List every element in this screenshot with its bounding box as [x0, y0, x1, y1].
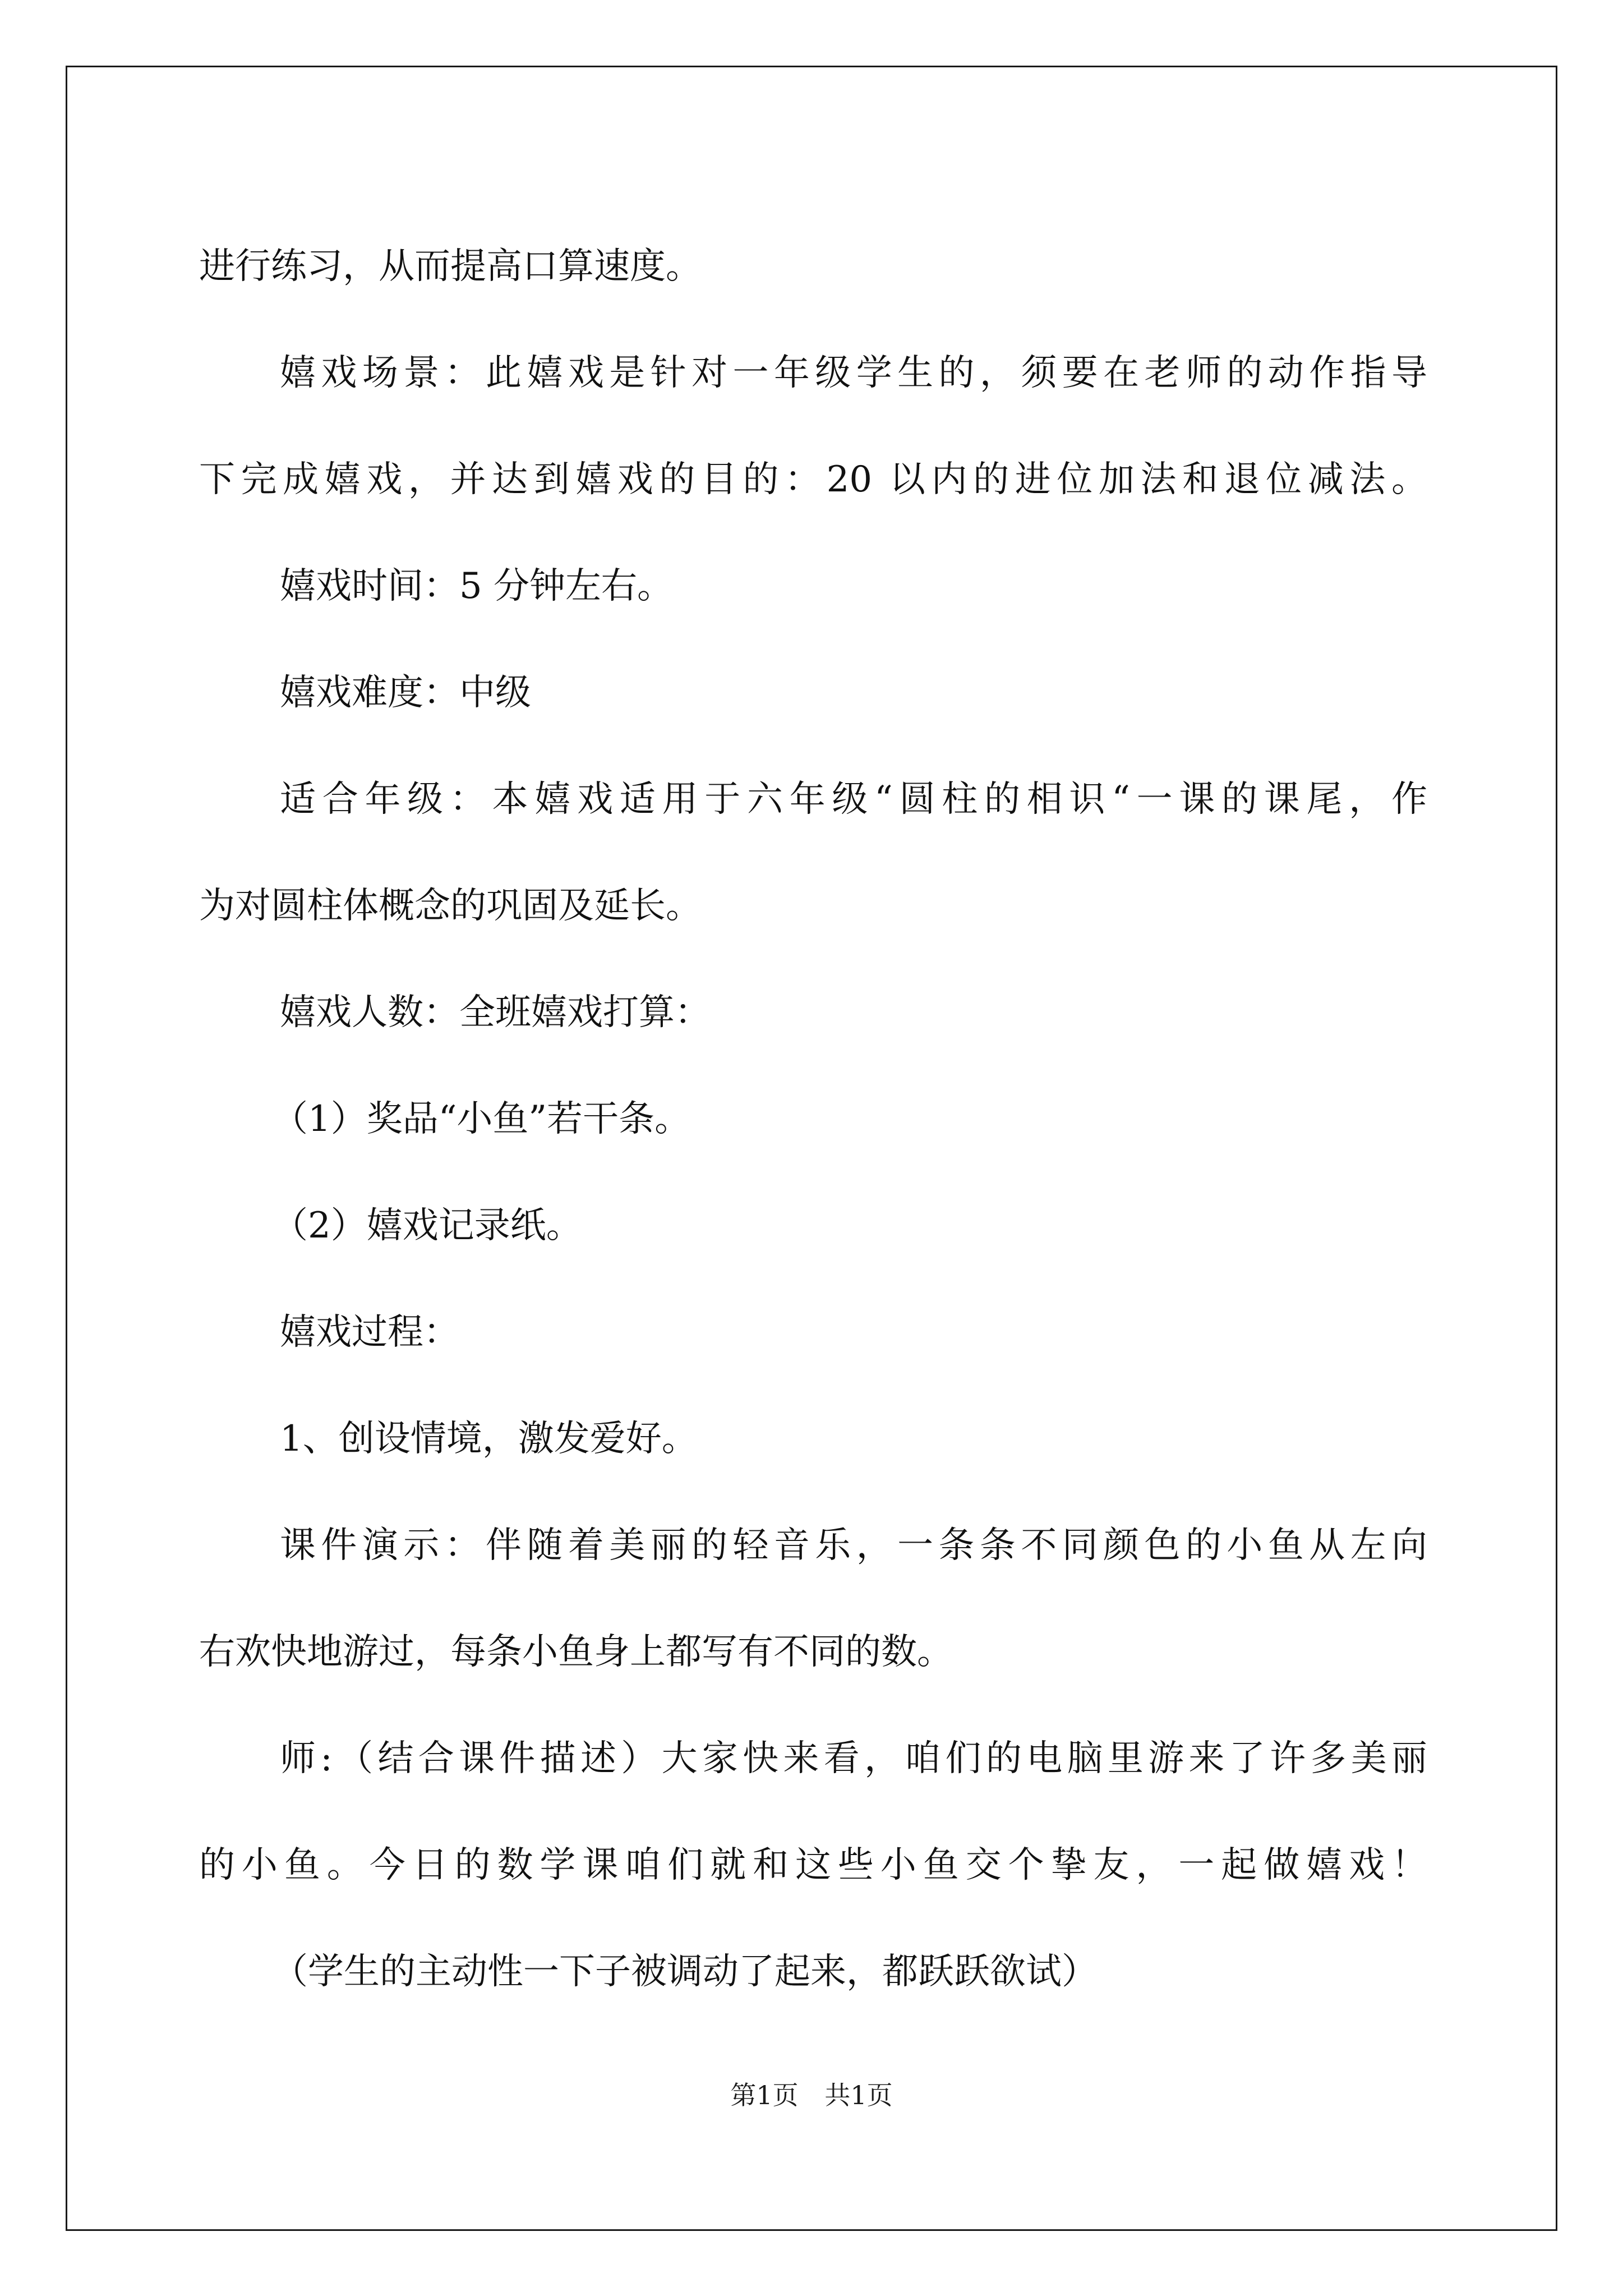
- text-line: 嬉戏场景：此嬉戏是针对一年级学生的，须要在老师的动作指导: [280, 352, 1427, 394]
- text-line: 师:（结合课件描述）大家快来看，咱们的电脑里游来了许多美丽: [280, 1738, 1427, 1779]
- text-line: 嬉戏难度：中级: [280, 672, 531, 714]
- page-total: 共1页: [824, 2080, 893, 2110]
- text-line: 嬉戏人数：全班嬉戏打算：: [280, 992, 711, 1033]
- text-line: 右欢快地游过，每条小鱼身上都写有不同的数。: [199, 1631, 953, 1673]
- paragraph-continuation: [199, 213, 1427, 320]
- text-line: 1、创设情境，激发爱好。: [280, 1418, 698, 1460]
- page-footer: [0, 2078, 1623, 2112]
- text-line: （学生的主动性一下子被调动了起来，都跃跃欲试）: [272, 1951, 1098, 1993]
- text-line: 适合年级：本嬉戏适用于六年级“圆柱的相识“一课的课尾，作: [280, 779, 1427, 820]
- paragraph-item-2: [199, 1172, 1427, 1279]
- text-line: 为对圆柱体概念的巩固及延长。: [199, 885, 702, 927]
- paragraph-difficulty: [199, 639, 1427, 746]
- paragraph-players: [199, 959, 1427, 1066]
- text-line: 嬉戏过程：: [280, 1312, 459, 1353]
- text-line: （1）奖品“小鱼”若干条。: [272, 1098, 691, 1140]
- paragraph-item-1: [199, 1066, 1427, 1172]
- paragraph-process: [199, 1279, 1427, 1386]
- text-line: 下完成嬉戏，并达到嬉戏的目的：20 以内的进位加法和退位减法。: [199, 459, 1427, 500]
- paragraph-time: [199, 533, 1427, 639]
- paragraph-grade: [199, 746, 1427, 959]
- paragraph-scene: [199, 320, 1427, 533]
- text-line: 课件演示：伴随着美丽的轻音乐，一条条不同颜色的小鱼从左向: [280, 1525, 1427, 1566]
- paragraph-teacher: [199, 1705, 1427, 1918]
- page-number: 第1页: [730, 2080, 799, 2110]
- paragraph-step-1: [199, 1386, 1427, 1492]
- paragraph-students: [199, 1918, 1427, 2025]
- document-body: [199, 213, 1427, 2025]
- text-line: 进行练习，从而提高口算速度。: [199, 246, 702, 287]
- text-line: 嬉戏时间：5 分钟左右。: [280, 565, 674, 607]
- text-line: 的小鱼。今日的数学课咱们就和这些小鱼交个挚友，一起做嬉戏！: [199, 1844, 1427, 1886]
- paragraph-courseware: [199, 1492, 1427, 1705]
- text-line: （2）嬉戏记录纸。: [272, 1205, 582, 1246]
